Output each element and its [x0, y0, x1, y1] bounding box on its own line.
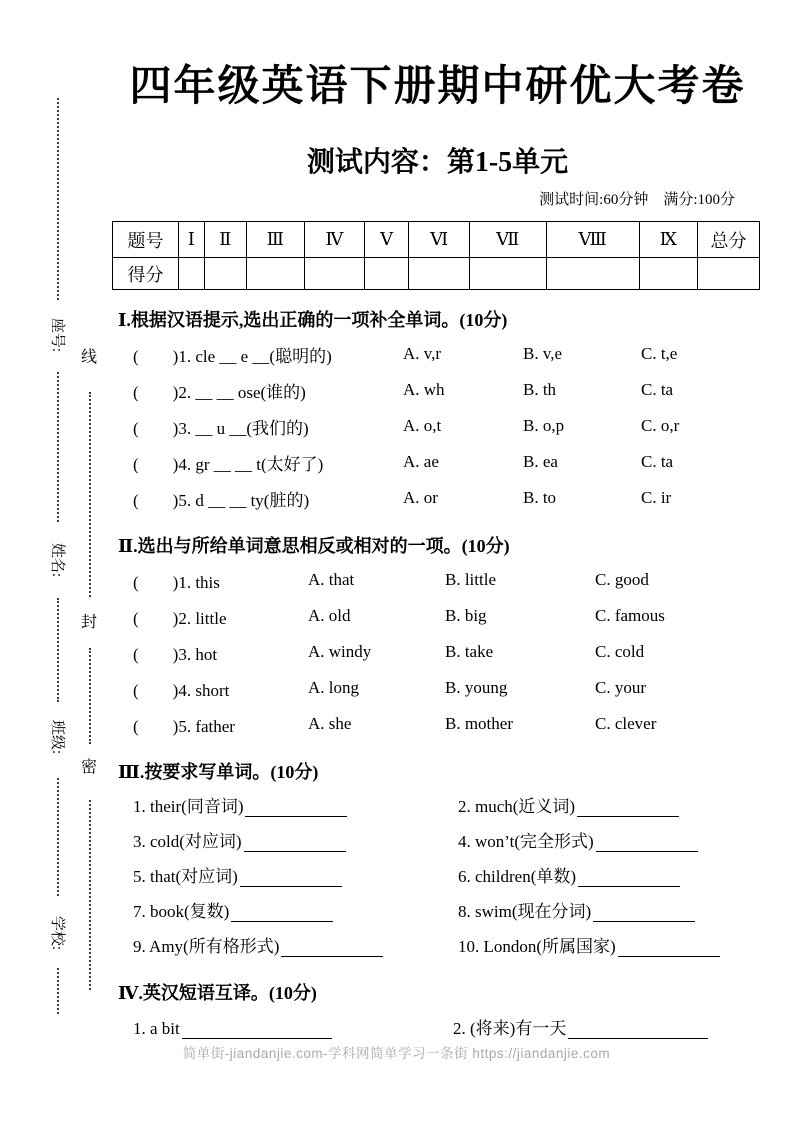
question-text: ( )5. father — [133, 716, 235, 736]
score-col-header: 总分 — [698, 222, 760, 258]
option-b: B. v,e — [523, 344, 563, 363]
word-item — [133, 858, 458, 893]
option-a: A. v,r — [403, 344, 442, 363]
word-item-text: 7. book(复数) — [133, 902, 230, 921]
word-writing-grid — [133, 788, 763, 963]
score-cell — [698, 258, 760, 290]
score-table — [112, 221, 760, 290]
word-item-text: 9. Amy(所有格形式) — [133, 937, 280, 956]
answer-blank — [182, 1024, 332, 1039]
seat-number-label: 座号: — [49, 317, 65, 353]
option-a: A. windy — [308, 642, 372, 661]
seal-char-feng: 封 — [81, 614, 98, 631]
option-a: A. ae — [403, 452, 439, 471]
score-row-label: 得分 — [113, 258, 179, 290]
question-row — [133, 372, 763, 408]
answer-blank — [593, 907, 695, 922]
word-item-text: 1. their(同音词) — [133, 797, 244, 816]
score-col-header: Ⅲ — [246, 222, 304, 258]
question-text: ( )4. gr __ __ t(太好了) — [133, 454, 324, 474]
score-col-header: Ⅳ — [304, 222, 364, 258]
section2-heading: Ⅱ.选出与所给单词意思相反或相对的一项。(10分) — [118, 536, 510, 556]
question-row — [133, 336, 763, 372]
score-col-header: Ⅴ — [365, 222, 409, 258]
word-item-text: 4. won’t(完全形式) — [458, 832, 594, 851]
score-cell — [304, 258, 364, 290]
question-text: ( )3. hot — [133, 644, 218, 664]
answer-blank — [577, 802, 679, 817]
question-text: ( )5. d __ __ ty(脏的) — [133, 490, 310, 510]
question-row — [133, 670, 763, 706]
score-cell — [639, 258, 697, 290]
answer-blank — [618, 942, 720, 957]
score-cell — [246, 258, 304, 290]
option-c: C. ir — [641, 488, 672, 507]
option-a: A. o,t — [403, 416, 442, 435]
option-b: B. take — [445, 642, 494, 661]
name-label: 姓名: — [49, 542, 65, 578]
option-c: C. t,e — [641, 344, 678, 363]
score-cell — [469, 258, 546, 290]
option-b: B. young — [445, 678, 508, 697]
score-col-header: Ⅸ — [639, 222, 697, 258]
option-a: A. wh — [403, 380, 445, 399]
score-col-header: Ⅷ — [546, 222, 639, 258]
word-item-text: 2. much(近义词) — [458, 797, 576, 816]
option-b: B. little — [445, 570, 496, 589]
question-row — [133, 598, 763, 634]
score-col-header: Ⅵ — [409, 222, 470, 258]
answer-blank — [578, 872, 680, 887]
section1-heading: Ⅰ.根据汉语提示,选出正确的一项补全单词。(10分) — [118, 310, 508, 330]
word-item-text: 10. London(所属国家) — [458, 937, 616, 956]
translation-item — [453, 1014, 708, 1045]
question-row — [133, 706, 763, 742]
footer-watermark: 简单街-jiandanjie.com-学科网简单学习一条街 https://jiandanjie.com — [182, 1046, 611, 1061]
binding-margin — [0, 0, 112, 1122]
word-item — [458, 928, 763, 963]
score-col-header: 题号 — [113, 222, 179, 258]
option-c: C. good — [595, 570, 649, 589]
score-cell — [546, 258, 639, 290]
option-b: B. to — [523, 488, 557, 507]
section4-heading: Ⅳ.英汉短语互译。(10分) — [118, 983, 317, 1003]
question-text: ( )4. short — [133, 680, 230, 700]
option-a: A. that — [308, 570, 355, 589]
option-b: B. th — [523, 380, 557, 399]
question-row — [133, 480, 763, 516]
answer-blank — [568, 1024, 708, 1039]
word-item — [458, 823, 763, 858]
exam-content — [112, 0, 763, 1045]
score-cell — [409, 258, 470, 290]
question-text: ( )2. __ __ ose(谁的) — [133, 382, 306, 402]
dotted-seal-line — [89, 392, 91, 597]
option-a: A. long — [308, 678, 359, 697]
question-text: ( )3. __ u __(我们的) — [133, 418, 309, 438]
dotted-seal-line — [57, 372, 59, 522]
answer-blank — [240, 872, 342, 887]
answer-blank — [281, 942, 383, 957]
option-b: B. o,p — [523, 416, 565, 435]
score-table-value-row — [113, 258, 760, 290]
question-text: ( )2. little — [133, 608, 227, 628]
word-item-text: 3. cold(对应词) — [133, 832, 242, 851]
word-item — [133, 788, 458, 823]
dotted-seal-line — [57, 598, 59, 702]
word-item — [133, 893, 458, 928]
word-item-text: 5. that(对应词) — [133, 867, 238, 886]
score-table-header-row — [113, 222, 760, 258]
word-item — [458, 893, 763, 928]
option-c: C. ta — [641, 380, 674, 399]
score-cell — [365, 258, 409, 290]
word-item-text: 6. children(单数) — [458, 867, 577, 886]
score-cell — [204, 258, 246, 290]
dotted-seal-line — [57, 98, 59, 300]
dotted-seal-line — [89, 800, 91, 990]
option-b: B. big — [445, 606, 487, 625]
question-row — [133, 562, 763, 598]
option-c: C. famous — [595, 606, 665, 625]
score-col-header: Ⅶ — [469, 222, 546, 258]
option-c: C. ta — [641, 452, 674, 471]
option-a: A. or — [403, 488, 438, 507]
dotted-seal-line — [57, 778, 59, 896]
section3-heading: Ⅲ.按要求写单词。(10分) — [118, 762, 319, 782]
question-row — [133, 634, 763, 670]
dotted-seal-line — [57, 968, 59, 1014]
option-a: A. old — [308, 606, 351, 625]
dotted-seal-line — [89, 648, 91, 744]
option-b: B. mother — [445, 714, 513, 733]
exam-time-score-meta: 测试时间:60分钟 满分:100分 — [539, 192, 735, 208]
question-text: ( )1. this — [133, 572, 220, 592]
option-a: A. she — [308, 714, 352, 733]
word-item — [133, 928, 458, 963]
answer-blank — [596, 837, 698, 852]
class-label: 班级: — [49, 719, 65, 755]
answer-blank — [231, 907, 333, 922]
seal-char-mi: 密 — [81, 759, 98, 776]
question-row — [133, 408, 763, 444]
option-c: C. o,r — [641, 416, 680, 435]
word-item-text: 8. swim(现在分词) — [458, 902, 592, 921]
score-cell — [179, 258, 205, 290]
word-item — [458, 858, 763, 893]
question-row — [133, 444, 763, 480]
answer-blank — [244, 837, 346, 852]
question-text: ( )1. cle __ e __(聪明的) — [133, 346, 332, 366]
score-col-header: Ⅱ — [204, 222, 246, 258]
answer-blank — [245, 802, 347, 817]
option-c: C. your — [595, 678, 646, 697]
word-item — [458, 788, 763, 823]
translation-item-text: 2. (将来)有一天 — [453, 1019, 567, 1038]
word-item — [133, 823, 458, 858]
score-col-header: Ⅰ — [179, 222, 205, 258]
exam-scope-subtitle: 测试内容：第1-5单元 — [306, 147, 569, 178]
option-b: B. ea — [523, 452, 558, 471]
option-c: C. cold — [595, 642, 645, 661]
page-title: 四年级英语下册期中研优大考卷 — [129, 62, 746, 109]
translation-row — [133, 1009, 763, 1045]
option-c: C. clever — [595, 714, 657, 733]
school-label: 学校: — [49, 915, 65, 951]
seal-char-xian: 线 — [81, 349, 98, 366]
translation-item-text: 1. a bit — [133, 1019, 180, 1038]
